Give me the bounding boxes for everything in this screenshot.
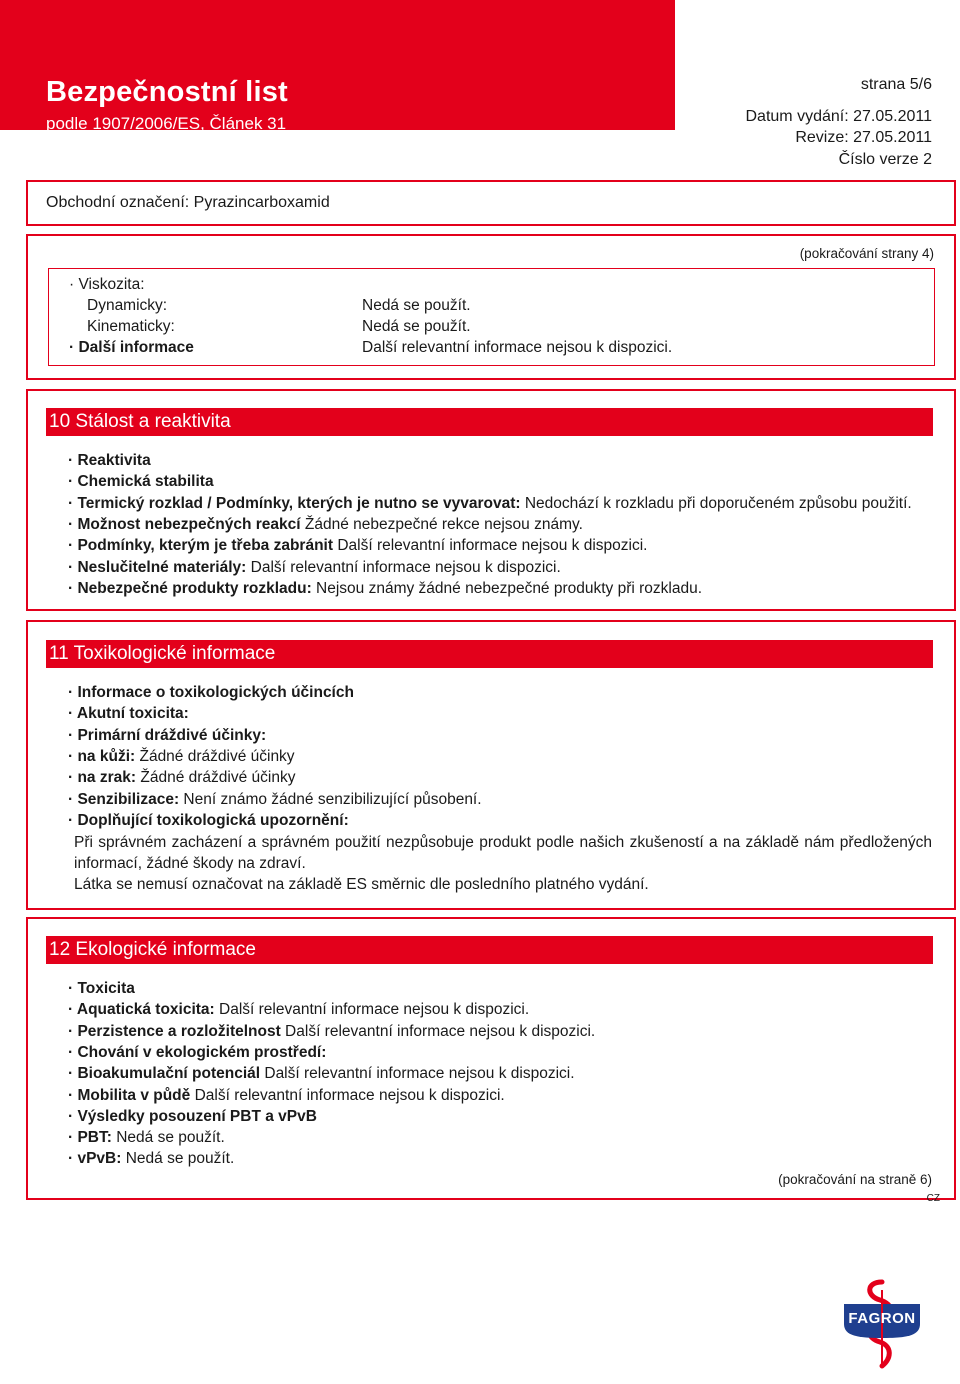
stability-line bbox=[68, 558, 561, 578]
stability-line bbox=[68, 472, 214, 492]
ecology-value: Další relevantní informace nejsou k dispozici. bbox=[214, 1001, 530, 1019]
ecology-line bbox=[68, 1000, 529, 1020]
ecology-line bbox=[68, 1064, 575, 1084]
ecology-label: · Chování v ekologickém prostředí: bbox=[68, 1043, 327, 1061]
toxicology-label: · na kůži: bbox=[68, 747, 136, 765]
toxicology-label: · Akutní toxicita: bbox=[68, 705, 189, 723]
ecology-label: · vPvB: bbox=[68, 1150, 122, 1168]
stability-line bbox=[68, 494, 912, 514]
ecology-label: · Aquatická toxicita: bbox=[68, 1001, 215, 1019]
toxicology-value: Žádné dráždivé účinky bbox=[136, 769, 296, 787]
ecology-line bbox=[68, 1022, 595, 1042]
toxicology-line bbox=[68, 683, 354, 703]
toxicology-line bbox=[68, 704, 189, 724]
stability-value: Nedochází k rozkladu při doporučeném způsobu použití. bbox=[520, 494, 912, 512]
toxicology-label: · Doplňující toxikologická upozornění: bbox=[68, 811, 349, 829]
viscosity-table bbox=[48, 268, 935, 366]
toxicology-note-2: Látka se nemusí označovat na základě ES směrnic dle posledního platného vydání. bbox=[74, 876, 649, 893]
ecology-label: · Výsledky posouzení PBT a vPvB bbox=[68, 1107, 317, 1125]
stability-label: · Nebezpečné produkty rozkladu: bbox=[68, 579, 312, 597]
other-info-label: · Další informace bbox=[69, 339, 194, 356]
stability-line bbox=[68, 451, 151, 471]
ecology-line bbox=[68, 1043, 326, 1063]
stability-label: · Termický rozklad / Podmínky, kterých je nutno se vyvarovat: bbox=[68, 494, 521, 512]
page-number: strana 5/6 bbox=[860, 76, 932, 93]
ecology-label: · Bioakumulační potenciál bbox=[68, 1065, 261, 1083]
toxicology-line bbox=[68, 726, 266, 746]
trade-name: Obchodní označení: Pyrazincarboxamid bbox=[46, 194, 330, 211]
viscosity-label: · Viskozita: bbox=[69, 276, 145, 293]
header-band bbox=[0, 0, 675, 130]
dynamic-value: Nedá se použít. bbox=[362, 297, 471, 314]
ecology-value: Další relevantní informace nejsou k dispozici. bbox=[190, 1086, 505, 1104]
stability-line bbox=[68, 515, 583, 535]
toxicology-label: · na zrak: bbox=[68, 769, 137, 787]
section-11-title: 11 Toxikologické informace bbox=[46, 640, 933, 668]
toxicology-label: · Senzibilizace: bbox=[68, 790, 180, 808]
continued-from: (pokračování strany 4) bbox=[799, 246, 934, 261]
section-10-title: 10 Stálost a reaktivita bbox=[46, 408, 933, 436]
ecology-line bbox=[68, 1149, 234, 1169]
ecology-line bbox=[68, 1107, 317, 1127]
version-number: Číslo verze 2 bbox=[838, 151, 932, 168]
toxicology-value: Není známo žádné senzibilizující působení. bbox=[179, 790, 482, 808]
stability-label: · Podmínky, kterým je třeba zabránit bbox=[68, 537, 334, 555]
ecology-value: Nedá se použít. bbox=[121, 1150, 235, 1168]
stability-value: Další relevantní informace nejsou k dispozici. bbox=[333, 537, 648, 555]
ecology-label: · Perzistence a rozložitelnost bbox=[68, 1022, 281, 1040]
stability-value: Další relevantní informace nejsou k dispozici. bbox=[246, 558, 561, 576]
toxicology-note-1: Při správném zacházení a správném použití nezpůsobuje produkt podle našich zkušeností a na základě nám předložených informací, žádné škody na zdraví. bbox=[74, 834, 932, 872]
continued-to: (pokračování na straně 6) bbox=[778, 1172, 932, 1187]
stability-label: · Možnost nebezpečných reakcí bbox=[68, 515, 301, 533]
toxicology-line bbox=[68, 811, 349, 831]
ecology-value: Další relevantní informace nejsou k dispozici. bbox=[280, 1022, 596, 1040]
ecology-value: Nedá se použít. bbox=[111, 1129, 225, 1147]
toxicology-line bbox=[68, 747, 295, 767]
ecology-label: · Toxicita bbox=[68, 980, 135, 997]
document-subtitle: podle 1907/2006/ES, Článek 31 bbox=[46, 114, 287, 133]
revision-date: Revize: 27.05.2011 bbox=[795, 129, 932, 146]
trade-name-box bbox=[26, 180, 956, 226]
toxicology-label: · Primární dráždivé účinky: bbox=[68, 726, 267, 744]
ecology-value: Další relevantní informace nejsou k dispozici. bbox=[260, 1065, 575, 1083]
kinematic-label: Kinematicky: bbox=[87, 318, 175, 335]
fagron-logo bbox=[836, 1278, 928, 1370]
toxicology-line bbox=[68, 768, 295, 788]
stability-value: Nejsou známy žádné nebezpečné produkty při rozkladu. bbox=[311, 579, 703, 597]
toxicology-label: · Informace o toxikologických účincích bbox=[68, 684, 354, 701]
continuation-box bbox=[26, 234, 956, 380]
stability-label: · Neslučitelné materiály: bbox=[68, 558, 247, 576]
kinematic-value: Nedá se použít. bbox=[362, 318, 471, 335]
issue-date: Datum vydání: 27.05.2011 bbox=[745, 108, 932, 125]
stability-value: Žádné nebezpečné rekce nejsou známy. bbox=[300, 515, 583, 533]
section-12-title: 12 Ekologické informace bbox=[46, 936, 933, 964]
dynamic-label: Dynamicky: bbox=[87, 297, 168, 314]
ecology-line bbox=[68, 1086, 505, 1106]
stability-label: · Chemická stabilita bbox=[68, 473, 214, 491]
logo-text: FAGRON bbox=[848, 1310, 916, 1327]
stability-label: · Reaktivita bbox=[68, 452, 151, 469]
ecology-label: · Mobilita v půdě bbox=[68, 1086, 191, 1104]
ecology-line bbox=[68, 1128, 225, 1148]
toxicology-value: Žádné dráždivé účinky bbox=[135, 747, 295, 765]
stability-line bbox=[68, 579, 702, 599]
toxicology-line bbox=[68, 790, 482, 810]
ecology-label: · PBT: bbox=[68, 1129, 112, 1147]
document-title: Bezpečnostní list bbox=[46, 76, 288, 108]
ecology-line bbox=[68, 979, 135, 999]
other-info-value: Další relevantní informace nejsou k dispozici. bbox=[362, 339, 673, 356]
country-code: CZ bbox=[926, 1193, 940, 1204]
stability-line bbox=[68, 536, 647, 556]
